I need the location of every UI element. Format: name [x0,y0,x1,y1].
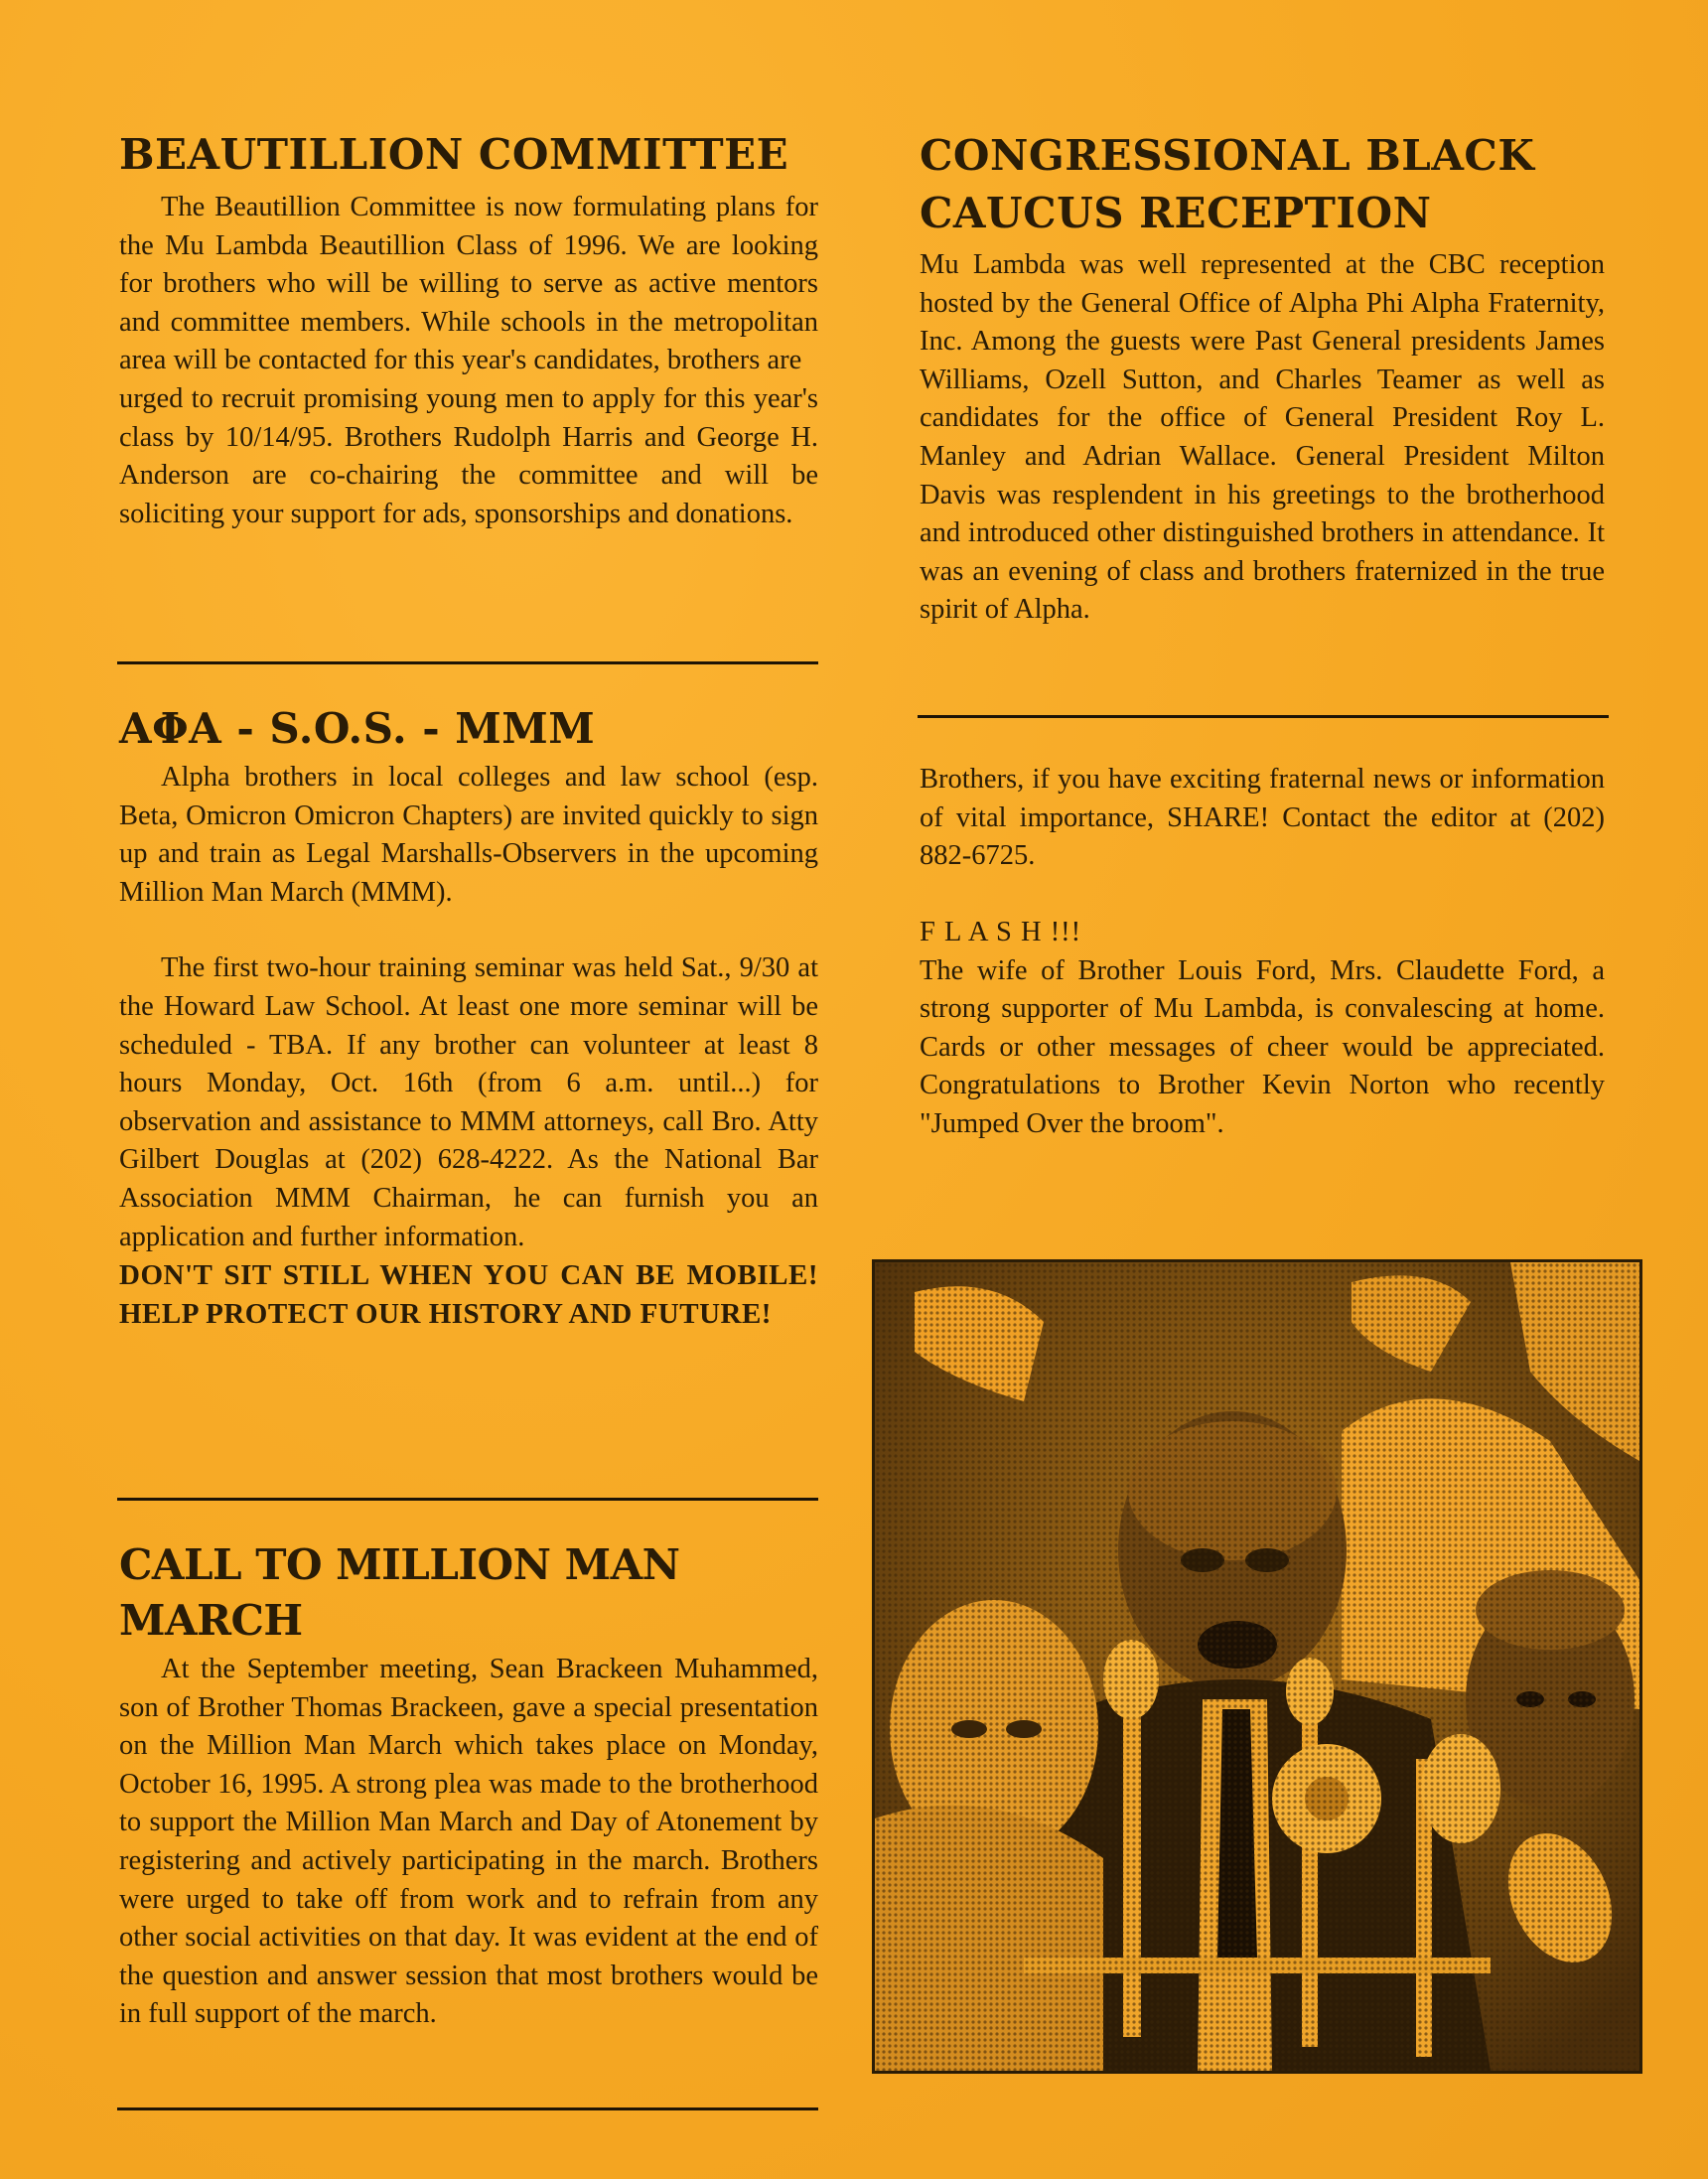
cbc-section [920,127,1605,630]
sos-section [119,701,818,1333]
sos-paragraph-1: Alpha brothers in local colleges and law school (esp. Beta, Omicron Omicron Chapters) are invited quickly to sign up and train as Legal Marshalls-Observers in the upcoming Million Man March (MMM). [119,762,818,908]
beautillion-paragraph-2: urged to recruit promising young men to apply for this year's class by 10/14/95. Brothers Rudolph Harris and George H. Anderson are co-chairing the committee and will be soliciting your support for ads, sponsorships and donations. [119,382,818,529]
beautillion-heading: BEAUTILLION COMMITTEE [119,130,789,179]
sos-callout: DON'T SIT STILL WHEN YOU CAN BE MOBILE! HELP PROTECT OUR HISTORY AND FUTURE! [119,1259,818,1330]
share-section [920,761,1605,876]
speaker-photo [872,1259,1642,2074]
beautillion-section [119,127,818,533]
cbc-paragraph-1: Mu Lambda was well represented at the CBC reception hosted by the General Office of Alpha Phi Alpha Fraternity, Inc. Among the guests were Past General presidents James Williams, Ozell Sutton, and Charles Teamer as well as candidates for the office of General President Roy L. Manley and Adrian Wallace. General President Milton Davis was resplendent in his greetings to the brotherhood and introduced other distinguished brothers in attendance. It was an evening of class and brothers fraternized in the true spirit of Alpha. [920,249,1605,626]
flash-section [920,914,1605,1144]
section-divider [918,715,1609,718]
cbc-heading-line-2: CAUCUS RECEPTION [920,189,1432,237]
section-divider [117,2107,818,2110]
speaker-photo-illustration [875,1262,1639,2071]
flash-label: F L A S H !!! [920,917,1082,947]
share-paragraph: Brothers, if you have exciting fraternal news or information of vital importance, SHARE! Contact the editor at (202) 882-6725. [920,764,1605,872]
mmm-section [119,1537,818,2034]
beautillion-paragraph-1: The Beautillion Committee is now formulating plans for the Mu Lambda Beautillion Class of 1996. We are looking for brothers who will be willing to serve as active mentors and committee members. While schools in the metropolitan area will be contacted for this year's candidates, brothers are [119,192,818,376]
cbc-heading-line-1: CONGRESSIONAL BLACK [920,131,1535,180]
sos-paragraph-2: The first two-hour training seminar was held Sat., 9/30 at the Howard Law School. At least one more seminar will be scheduled - TBA. If any brother can volunteer at least 8 hours Monday, Oct. 16th (from 6 a.m. until...) for observation and assistance to MMM attorneys, call Bro. Atty Gilbert Douglas at (202) 628-4222. As the National Bar Association MMM Chairman, he can furnish you an application and further information. [119,952,818,1252]
sos-heading: ΑΦΑ - S.O.S. - MMM [119,704,596,753]
section-divider [117,661,818,664]
mmm-heading: CALL TO MILLION MAN MARCH [119,1540,680,1645]
mmm-paragraph-1: At the September meeting, Sean Brackeen Muhammed, son of Brother Thomas Brackeen, gave a special presentation on the Million Man March which takes place on Monday, October 16, 1995. A strong plea was made to the brotherhood to support the Million Man March and Day of Atonement by registering and actively participating in the march. Brothers were urged to take off from work and to refrain from any other social activities on that day. It was evident at the end of the question and answer session that most brothers would be in full support of the march. [119,1654,818,2030]
flash-paragraph: The wife of Brother Louis Ford, Mrs. Claudette Ford, a strong supporter of Mu Lambda, is convalescing at home. Cards or other messages of cheer would be appreciated. Congratulations to Brother Kevin Norton who recently "Jumped Over the broom". [920,954,1605,1139]
section-divider [117,1498,818,1501]
